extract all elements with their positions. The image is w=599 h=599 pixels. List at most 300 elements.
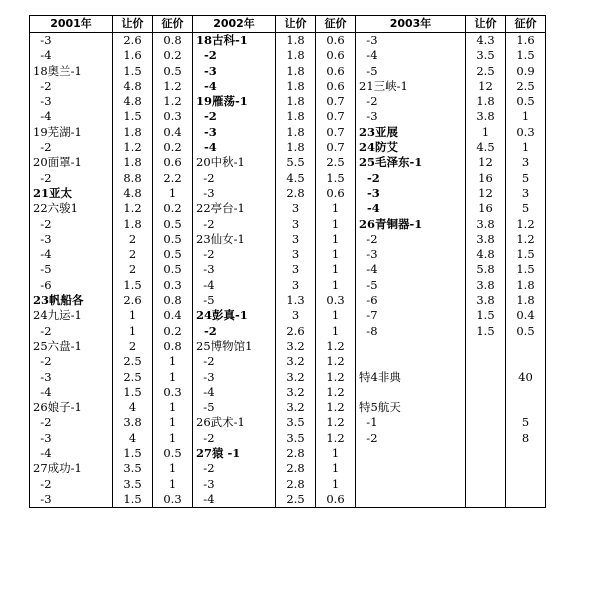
col2001-rang-row-16: 1.5 <box>123 277 142 292</box>
col2002-names-row-24: -5 <box>196 400 215 415</box>
col2001-names-row-26: -3 <box>33 430 52 445</box>
col2003-zheng-row-28 <box>509 461 542 476</box>
col2001-rang-row-24: 4 <box>128 400 137 415</box>
col2003-zheng-row-2: 0.9 <box>516 63 535 78</box>
col2003-rang-row-13: 3.8 <box>476 231 495 246</box>
col2001-zheng-row-23: 0.3 <box>163 384 182 399</box>
col2002-zheng-row-11: 1 <box>331 201 340 216</box>
col2003-rang-row-22 <box>469 370 502 385</box>
col2003-rang-row-9: 16 <box>478 170 493 185</box>
col2003-names-row-24: 特5航天 <box>359 400 401 415</box>
col2003-names-row-13: -2 <box>359 231 378 246</box>
col2002-rang-row-30: 2.5 <box>286 491 305 506</box>
col2002-rang-row-21: 3.2 <box>286 354 305 369</box>
col2001-names-row-10: 21亚太 <box>33 185 73 200</box>
col2003-names-row-17: -6 <box>359 293 378 308</box>
col-2003-names <box>356 33 466 508</box>
col2002-zheng-row-21: 1.2 <box>326 354 345 369</box>
col2003-rang-row-7: 4.5 <box>476 140 495 155</box>
col2001-names-row-14: -4 <box>33 247 52 262</box>
header-zheng-2003: 征价 <box>506 16 546 33</box>
col2003-rang-row-0: 4.3 <box>476 33 495 47</box>
col2001-zheng-row-20: 0.8 <box>163 338 182 353</box>
col2003-rang-row-8: 12 <box>478 155 493 170</box>
col2001-zheng-row-24: 1 <box>168 400 177 415</box>
col2003-rang-row-16: 3.8 <box>476 277 495 292</box>
col2002-zheng-row-8: 2.5 <box>326 155 345 170</box>
col2001-zheng-row-25: 1 <box>168 415 177 430</box>
col2001-zheng-row-27: 0.5 <box>163 446 182 461</box>
col2001-zheng-row-3: 1.2 <box>163 78 182 93</box>
col2003-zheng-row-26: 8 <box>521 430 530 445</box>
col2002-names-row-26: -2 <box>196 430 215 445</box>
col2003-names-row-30 <box>359 492 462 507</box>
col2003-zheng-row-20 <box>509 339 542 354</box>
col2003-zheng-row-9: 5 <box>521 170 530 185</box>
col2002-names-row-3: -4 <box>196 78 217 93</box>
col2001-names-row-17: 23帆船各 <box>33 293 84 308</box>
header-rang-2002: 让价 <box>276 16 316 33</box>
col2003-names-row-26: -2 <box>359 430 378 445</box>
header-rang-2001: 让价 <box>113 16 153 33</box>
col2001-zheng-row-14: 0.5 <box>163 247 182 262</box>
col2002-zheng-row-23: 1.2 <box>326 384 345 399</box>
col2001-names-row-20: 25六盘-1 <box>33 338 82 353</box>
col2002-zheng-row-20: 1.2 <box>326 338 345 353</box>
col2003-rang-row-28 <box>469 461 502 476</box>
col2001-names-row-30: -3 <box>33 491 52 506</box>
col2001-rang-row-7: 1.2 <box>123 140 142 155</box>
col2002-rang-row-17: 1.3 <box>286 293 305 308</box>
col-2002-names <box>193 33 276 508</box>
col2001-zheng-row-13: 0.5 <box>163 231 182 246</box>
col2003-zheng-row-6: 0.3 <box>516 124 535 139</box>
col2002-rang-row-29: 2.8 <box>286 476 305 491</box>
col-2003-rang <box>466 33 506 508</box>
col2002-names-row-14: -2 <box>196 247 215 262</box>
col2002-names-row-13: 23仙女-1 <box>196 231 245 246</box>
col2002-zheng-row-7: 0.7 <box>326 140 345 155</box>
col2003-zheng-row-4: 0.5 <box>516 94 535 109</box>
col2001-zheng-row-6: 0.4 <box>163 124 182 139</box>
col2001-names-row-27: -4 <box>33 446 52 461</box>
col2003-rang-row-10: 12 <box>478 185 493 200</box>
col2001-names-row-12: -2 <box>33 216 52 231</box>
col2003-names-row-28 <box>359 461 462 476</box>
col2001-names-row-1: -4 <box>33 48 52 63</box>
col2001-names-row-18: 24九运-1 <box>33 308 82 323</box>
col2002-names-row-4: 19雁荡-1 <box>196 94 248 109</box>
col2003-rang-row-11: 16 <box>478 201 493 216</box>
col2002-names-row-1: -2 <box>196 48 217 63</box>
col2003-names-row-19: -8 <box>359 323 378 338</box>
col2002-rang-row-22: 3.2 <box>286 369 305 384</box>
col2003-names-row-9: -2 <box>359 170 380 185</box>
col2003-names-row-16: -5 <box>359 277 378 292</box>
col2003-zheng-row-18: 0.4 <box>516 308 535 323</box>
col2002-zheng-row-25: 1.2 <box>326 415 345 430</box>
col2001-names-row-0: -3 <box>33 33 52 47</box>
col2002-names-row-15: -3 <box>196 262 215 277</box>
col2001-zheng-row-19: 0.2 <box>163 323 182 338</box>
col2001-zheng-row-0: 0.8 <box>163 33 182 47</box>
col2003-zheng-row-30 <box>509 492 542 507</box>
col2003-rang-row-23 <box>469 385 502 400</box>
col2003-zheng-row-0: 1.6 <box>516 33 535 47</box>
col2003-names-row-18: -7 <box>359 308 378 323</box>
col-2002-zheng <box>316 33 356 508</box>
col2002-rang-row-3: 1.8 <box>286 78 305 93</box>
col2001-zheng-row-28: 1 <box>168 461 177 476</box>
col2001-zheng-row-7: 0.2 <box>163 140 182 155</box>
col2003-zheng-row-21 <box>509 354 542 369</box>
col2003-zheng-row-12: 1.2 <box>516 216 535 231</box>
col2002-rang-row-6: 1.8 <box>286 124 305 139</box>
col2002-zheng-row-1: 0.6 <box>326 48 345 63</box>
col2001-rang-row-15: 2 <box>128 262 137 277</box>
col2002-names-row-18: 24彭真-1 <box>196 308 248 323</box>
col2003-zheng-row-8: 3 <box>521 155 530 170</box>
col2001-zheng-row-2: 0.5 <box>163 63 182 78</box>
col2002-zheng-row-4: 0.7 <box>326 94 345 109</box>
col2003-rang-row-26 <box>469 431 502 446</box>
col2003-rang-row-15: 5.8 <box>476 262 495 277</box>
col2002-zheng-row-29: 1 <box>331 476 340 491</box>
col-2001-zheng <box>153 33 193 508</box>
col2003-names-row-10: -3 <box>359 185 380 200</box>
col2003-names-row-0: -3 <box>359 33 378 47</box>
col2003-rang-row-25 <box>469 415 502 430</box>
col2001-zheng-row-4: 1.2 <box>163 94 182 109</box>
col2003-names-row-7: 24防艾 <box>359 140 399 155</box>
col2001-rang-row-11: 1.2 <box>123 201 142 216</box>
col2001-rang-row-4: 4.8 <box>123 94 142 109</box>
col2002-rang-row-16: 3 <box>291 277 300 292</box>
col2002-rang-row-28: 2.8 <box>286 461 305 476</box>
col2001-rang-row-25: 3.8 <box>123 415 142 430</box>
col2001-names-row-8: 20面罩-1 <box>33 155 82 170</box>
col2001-rang-row-17: 2.6 <box>123 293 142 308</box>
col2002-names-row-11: 22亭台-1 <box>196 201 245 216</box>
col2003-zheng-row-23 <box>509 385 542 400</box>
col2003-names-row-4: -2 <box>359 94 378 109</box>
col2003-zheng-row-17: 1.8 <box>516 293 535 308</box>
col2003-names-row-21 <box>359 354 462 369</box>
col2003-rang-row-27 <box>469 446 502 461</box>
col2001-rang-row-9: 8.8 <box>123 170 142 185</box>
col2001-rang-row-30: 1.5 <box>123 491 142 506</box>
col2002-names-row-20: 25博物馆1 <box>196 338 253 353</box>
col2002-rang-row-5: 1.8 <box>286 109 305 124</box>
col2001-rang-row-28: 3.5 <box>123 461 142 476</box>
col2003-names-row-29 <box>359 477 462 492</box>
col2002-names-row-22: -3 <box>196 369 215 384</box>
col2003-names-row-25: -1 <box>359 415 378 430</box>
col2003-names-row-27 <box>359 446 462 461</box>
col2003-zheng-row-3: 2.5 <box>516 78 535 93</box>
col2001-rang-row-1: 1.6 <box>123 48 142 63</box>
col2003-rang-row-24 <box>469 400 502 415</box>
col2003-zheng-row-5: 1 <box>521 109 530 124</box>
header-zheng-2002: 征价 <box>316 16 356 33</box>
col2001-rang-row-22: 2.5 <box>123 369 142 384</box>
col2002-rang-row-7: 1.8 <box>286 140 305 155</box>
col2001-zheng-row-16: 0.3 <box>163 277 182 292</box>
col2001-rang-row-5: 1.5 <box>123 109 142 124</box>
col2002-names-row-12: -2 <box>196 216 215 231</box>
col2002-names-row-2: -3 <box>196 63 217 78</box>
col2001-names-row-23: -4 <box>33 384 52 399</box>
col2003-names-row-8: 25毛泽东-1 <box>359 155 423 170</box>
col2001-names-row-6: 19芜湖-1 <box>33 124 82 139</box>
col2003-rang-row-21 <box>469 354 502 369</box>
col2002-rang-row-20: 3.2 <box>286 338 305 353</box>
col2002-rang-row-8: 5.5 <box>286 155 305 170</box>
col2003-zheng-row-16: 1.8 <box>516 277 535 292</box>
col2001-zheng-row-30: 0.3 <box>163 491 182 506</box>
col2001-zheng-row-8: 0.6 <box>163 155 182 170</box>
col2001-rang-row-12: 1.8 <box>123 216 142 231</box>
col2003-names-row-2: -5 <box>359 63 378 78</box>
col2002-rang-row-23: 3.2 <box>286 384 305 399</box>
col2002-zheng-row-18: 1 <box>331 308 340 323</box>
col2001-rang-row-26: 4 <box>128 430 137 445</box>
col2001-rang-row-23: 1.5 <box>123 384 142 399</box>
col2002-rang-row-11: 3 <box>291 201 300 216</box>
col2002-zheng-row-3: 0.6 <box>326 78 345 93</box>
col2002-zheng-row-10: 0.6 <box>326 185 345 200</box>
col2001-zheng-row-15: 0.5 <box>163 262 182 277</box>
col2003-zheng-row-15: 1.5 <box>516 262 535 277</box>
col2001-zheng-row-26: 1 <box>168 430 177 445</box>
col2001-names-row-25: -2 <box>33 415 52 430</box>
col-2002-rang <box>276 33 316 508</box>
col2002-zheng-row-13: 1 <box>331 231 340 246</box>
col2002-rang-row-25: 3.5 <box>286 415 305 430</box>
col2001-rang-row-8: 1.8 <box>123 155 142 170</box>
col2001-names-row-5: -4 <box>33 109 52 124</box>
header-rang-2003: 让价 <box>466 16 506 33</box>
col2002-names-row-9: -2 <box>196 170 215 185</box>
col2001-rang-row-13: 2 <box>128 231 137 246</box>
col2003-rang-row-3: 12 <box>478 78 493 93</box>
col2001-names-row-3: -2 <box>33 78 52 93</box>
col2003-rang-row-6: 1 <box>481 124 490 139</box>
col2003-names-row-23 <box>359 385 462 400</box>
col2003-rang-row-14: 4.8 <box>476 247 495 262</box>
col2003-names-row-14: -3 <box>359 247 378 262</box>
col2002-names-row-8: 20中秋-1 <box>196 155 245 170</box>
col2003-rang-row-5: 3.8 <box>476 109 495 124</box>
col2002-names-row-27: 27猿 -1 <box>196 446 241 461</box>
col2002-names-row-16: -4 <box>196 277 215 292</box>
col2002-rang-row-14: 3 <box>291 247 300 262</box>
col2001-zheng-row-10: 1 <box>168 185 177 200</box>
col2003-zheng-row-11: 5 <box>521 201 530 216</box>
col2002-names-row-29: -3 <box>196 476 215 491</box>
col2001-zheng-row-21: 1 <box>168 354 177 369</box>
col2003-names-row-12: 26青铜器-1 <box>359 216 423 231</box>
col2002-zheng-row-6: 0.7 <box>326 124 345 139</box>
col2002-zheng-row-19: 1 <box>331 323 340 338</box>
col2003-zheng-row-14: 1.5 <box>516 247 535 262</box>
col2002-names-row-7: -4 <box>196 140 217 155</box>
col2001-rang-row-20: 2 <box>128 338 137 353</box>
col2002-zheng-row-2: 0.6 <box>326 63 345 78</box>
price-table <box>29 15 546 508</box>
col2001-rang-row-19: 1 <box>128 323 137 338</box>
col2001-names-row-2: 18奥兰-1 <box>33 63 82 78</box>
col2002-names-row-0: 18古科-1 <box>196 33 248 47</box>
col-2003-zheng <box>506 33 546 508</box>
body-row <box>30 33 546 508</box>
col2001-zheng-row-11: 0.2 <box>163 201 182 216</box>
col2001-zheng-row-9: 2.2 <box>163 170 182 185</box>
col2003-rang-row-29 <box>469 477 502 492</box>
col2001-names-row-15: -5 <box>33 262 52 277</box>
col2003-names-row-20 <box>359 339 462 354</box>
col2001-rang-row-0: 2.6 <box>123 33 142 47</box>
col2002-zheng-row-26: 1.2 <box>326 430 345 445</box>
col2002-zheng-row-0: 0.6 <box>326 33 345 47</box>
col2001-rang-row-14: 2 <box>128 247 137 262</box>
header-row <box>30 16 546 33</box>
col2003-zheng-row-24 <box>509 400 542 415</box>
col2001-rang-row-21: 2.5 <box>123 354 142 369</box>
col2002-zheng-row-30: 0.6 <box>326 491 345 506</box>
col2001-names-row-13: -3 <box>33 231 52 246</box>
col2001-rang-row-6: 1.8 <box>123 124 142 139</box>
col2001-rang-row-18: 1 <box>128 308 137 323</box>
col2002-zheng-row-28: 1 <box>331 461 340 476</box>
col2003-zheng-row-22: 40 <box>518 369 533 384</box>
col2002-names-row-30: -4 <box>196 491 215 506</box>
col2001-names-row-4: -3 <box>33 94 52 109</box>
col2001-names-row-21: -2 <box>33 354 52 369</box>
col2003-zheng-row-19: 0.5 <box>516 323 535 338</box>
col2002-names-row-21: -2 <box>196 354 215 369</box>
col2003-zheng-row-1: 1.5 <box>516 48 535 63</box>
col2003-zheng-row-10: 3 <box>521 185 530 200</box>
col2002-rang-row-27: 2.8 <box>286 446 305 461</box>
col2003-rang-row-17: 3.8 <box>476 293 495 308</box>
col2001-names-row-16: -6 <box>33 277 52 292</box>
col2001-names-row-11: 22六骏1 <box>33 201 78 216</box>
col2002-zheng-row-14: 1 <box>331 247 340 262</box>
col2003-names-row-6: 23亚展 <box>359 124 399 139</box>
col2002-rang-row-18: 3 <box>291 308 300 323</box>
header-2003: 2003年 <box>356 16 466 33</box>
col2002-names-row-23: -4 <box>196 384 215 399</box>
col2001-rang-row-29: 3.5 <box>123 476 142 491</box>
col2002-rang-row-9: 4.5 <box>286 170 305 185</box>
col2002-zheng-row-22: 1.2 <box>326 369 345 384</box>
col2002-names-row-6: -3 <box>196 124 217 139</box>
col2002-rang-row-1: 1.8 <box>286 48 305 63</box>
col2002-rang-row-2: 1.8 <box>286 63 305 78</box>
col2003-rang-row-4: 1.8 <box>476 94 495 109</box>
col2002-rang-row-26: 3.5 <box>286 430 305 445</box>
col2003-rang-row-1: 3.5 <box>476 48 495 63</box>
col2001-rang-row-2: 1.5 <box>123 63 142 78</box>
col2001-zheng-row-5: 0.3 <box>163 109 182 124</box>
col2003-names-row-1: -4 <box>359 48 378 63</box>
col2002-names-row-5: -2 <box>196 109 217 124</box>
col2002-zheng-row-5: 0.7 <box>326 109 345 124</box>
col2001-rang-row-10: 4.8 <box>123 185 142 200</box>
col2003-rang-row-12: 3.8 <box>476 216 495 231</box>
col2003-names-row-3: 21三峡-1 <box>359 78 408 93</box>
col2003-rang-row-18: 1.5 <box>476 308 495 323</box>
col2002-rang-row-13: 3 <box>291 231 300 246</box>
col2003-zheng-row-25: 5 <box>521 415 530 430</box>
col2003-rang-row-2: 2.5 <box>476 63 495 78</box>
col2002-rang-row-12: 3 <box>291 216 300 231</box>
col2002-zheng-row-12: 1 <box>331 216 340 231</box>
col2002-zheng-row-17: 0.3 <box>326 293 345 308</box>
col2002-names-row-10: -3 <box>196 185 215 200</box>
col2002-rang-row-4: 1.8 <box>286 94 305 109</box>
col2003-rang-row-30 <box>469 492 502 507</box>
col2001-zheng-row-18: 0.4 <box>163 308 182 323</box>
col2001-zheng-row-29: 1 <box>168 476 177 491</box>
header-2001: 2001年 <box>30 16 113 33</box>
header-2002: 2002年 <box>193 16 276 33</box>
col2001-zheng-row-17: 0.8 <box>163 293 182 308</box>
col2003-names-row-15: -4 <box>359 262 378 277</box>
col2002-rang-row-19: 2.6 <box>286 323 305 338</box>
col2003-names-row-11: -4 <box>359 201 380 216</box>
col2001-names-row-9: -2 <box>33 170 52 185</box>
col2002-names-row-28: -2 <box>196 461 215 476</box>
col2002-rang-row-15: 3 <box>291 262 300 277</box>
col2001-names-row-28: 27成功-1 <box>33 461 82 476</box>
col2003-names-row-5: -3 <box>359 109 378 124</box>
col2003-rang-row-20 <box>469 339 502 354</box>
col-2001-rang <box>113 33 153 508</box>
col2001-zheng-row-12: 0.5 <box>163 216 182 231</box>
col2001-zheng-row-1: 0.2 <box>163 48 182 63</box>
col2003-zheng-row-7: 1 <box>521 140 530 155</box>
col2002-zheng-row-16: 1 <box>331 277 340 292</box>
col2003-rang-row-19: 1.5 <box>476 323 495 338</box>
col2001-names-row-22: -3 <box>33 369 52 384</box>
col2002-rang-row-0: 1.8 <box>286 33 305 47</box>
col2001-rang-row-27: 1.5 <box>123 446 142 461</box>
col2001-names-row-29: -2 <box>33 476 52 491</box>
col2002-names-row-25: 26武术-1 <box>196 415 245 430</box>
header-zheng-2001: 征价 <box>153 16 193 33</box>
col2002-names-row-17: -5 <box>196 293 215 308</box>
col2001-names-row-7: -2 <box>33 140 52 155</box>
col2001-rang-row-3: 4.8 <box>123 78 142 93</box>
col2002-zheng-row-15: 1 <box>331 262 340 277</box>
col2002-rang-row-10: 2.8 <box>286 185 305 200</box>
col2003-names-row-22: 特4非典 <box>359 369 401 384</box>
col2002-zheng-row-27: 1 <box>331 446 340 461</box>
col2002-names-row-19: -2 <box>196 323 217 338</box>
col2002-zheng-row-24: 1.2 <box>326 400 345 415</box>
col2003-zheng-row-27 <box>509 446 542 461</box>
col2003-zheng-row-13: 1.2 <box>516 231 535 246</box>
col2003-zheng-row-29 <box>509 477 542 492</box>
col-2001-names <box>30 33 113 508</box>
col2001-names-row-24: 26娘子-1 <box>33 400 82 415</box>
col2002-zheng-row-9: 1.5 <box>326 170 345 185</box>
col2002-rang-row-24: 3.2 <box>286 400 305 415</box>
col2001-zheng-row-22: 1 <box>168 369 177 384</box>
col2001-names-row-19: -2 <box>33 323 52 338</box>
